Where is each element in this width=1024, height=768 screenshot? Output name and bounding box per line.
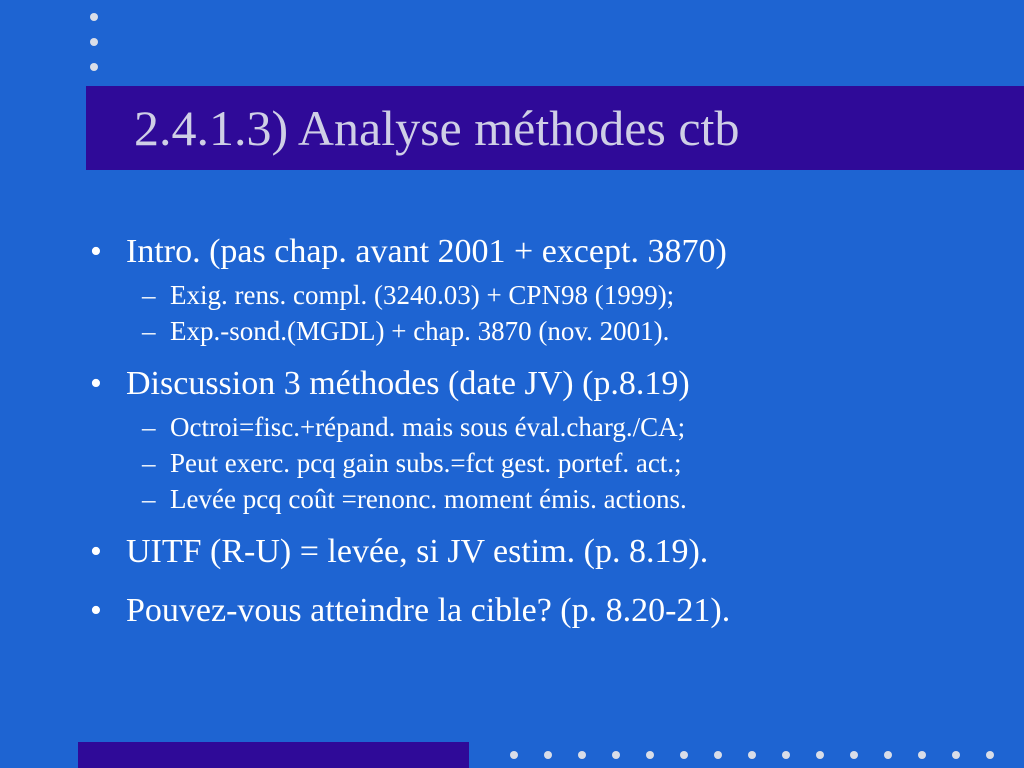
sub-bullet-marker: – bbox=[142, 448, 156, 478]
sub-bullet-item bbox=[86, 277, 1006, 313]
slide-content bbox=[86, 228, 1006, 646]
footer-band bbox=[78, 742, 469, 768]
sub-bullet-item bbox=[86, 409, 1006, 445]
sub-bullet-marker: – bbox=[142, 412, 156, 442]
bullet-text: Pouvez-vous atteindre la cible? (p. 8.20-21). bbox=[126, 592, 731, 629]
bullet-marker: • bbox=[90, 533, 102, 570]
sub-bullet-marker: – bbox=[142, 280, 156, 310]
decor-dot bbox=[782, 751, 790, 759]
sub-bullet-item bbox=[86, 481, 1006, 517]
decor-dot bbox=[90, 38, 98, 46]
sub-bullet-item bbox=[86, 445, 1006, 481]
bullet-marker: • bbox=[90, 233, 102, 270]
bullet-text: Discussion 3 méthodes (date JV) (p.8.19) bbox=[126, 365, 690, 402]
decor-dot bbox=[646, 751, 654, 759]
decor-dot bbox=[612, 751, 620, 759]
bullet-item bbox=[86, 360, 1006, 517]
decor-dot bbox=[918, 751, 926, 759]
sub-bullet-list bbox=[86, 409, 1006, 517]
bullet-item bbox=[86, 528, 1006, 576]
sub-bullet-marker: – bbox=[142, 484, 156, 514]
sub-bullet-text: Peut exerc. pcq gain subs.=fct gest. portef. act.; bbox=[170, 448, 682, 478]
bullet-item bbox=[86, 228, 1006, 349]
sub-bullet-text: Exig. rens. compl. (3240.03) + CPN98 (1999); bbox=[170, 280, 675, 310]
decor-dot bbox=[816, 751, 824, 759]
bullet-row bbox=[86, 228, 1006, 276]
decor-dot bbox=[510, 751, 518, 759]
bullet-item bbox=[86, 587, 1006, 635]
bullet-marker: • bbox=[90, 365, 102, 402]
decor-dot bbox=[680, 751, 688, 759]
decor-dot bbox=[748, 751, 756, 759]
sub-bullet-text: Octroi=fisc.+répand. mais sous éval.charg./CA; bbox=[170, 412, 686, 442]
bullet-row bbox=[86, 360, 1006, 408]
bullet-text: UITF (R-U) = levée, si JV estim. (p. 8.19). bbox=[126, 533, 709, 570]
bullet-marker: • bbox=[90, 592, 102, 629]
sub-bullet-text: Exp.-sond.(MGDL) + chap. 3870 (nov. 2001). bbox=[170, 316, 670, 346]
decor-dot bbox=[544, 751, 552, 759]
sub-bullet-marker: – bbox=[142, 316, 156, 346]
sub-bullet-list bbox=[86, 277, 1006, 349]
decor-dot bbox=[90, 63, 98, 71]
decor-dot bbox=[578, 751, 586, 759]
decor-dot bbox=[884, 751, 892, 759]
decor-dot bbox=[986, 751, 994, 759]
bullet-row bbox=[86, 528, 1006, 576]
slide-title: 2.4.1.3) Analyse méthodes ctb bbox=[134, 100, 740, 156]
bullet-text: Intro. (pas chap. avant 2001 + except. 3870) bbox=[126, 233, 727, 270]
bullet-list bbox=[86, 228, 1006, 635]
decor-dot bbox=[90, 13, 98, 21]
sub-bullet-text: Levée pcq coût =renonc. moment émis. actions. bbox=[170, 484, 687, 514]
decor-dot bbox=[952, 751, 960, 759]
bullet-row bbox=[86, 587, 1006, 635]
decor-dot bbox=[850, 751, 858, 759]
sub-bullet-item bbox=[86, 313, 1006, 349]
decor-dot bbox=[714, 751, 722, 759]
title-band bbox=[86, 86, 1024, 170]
